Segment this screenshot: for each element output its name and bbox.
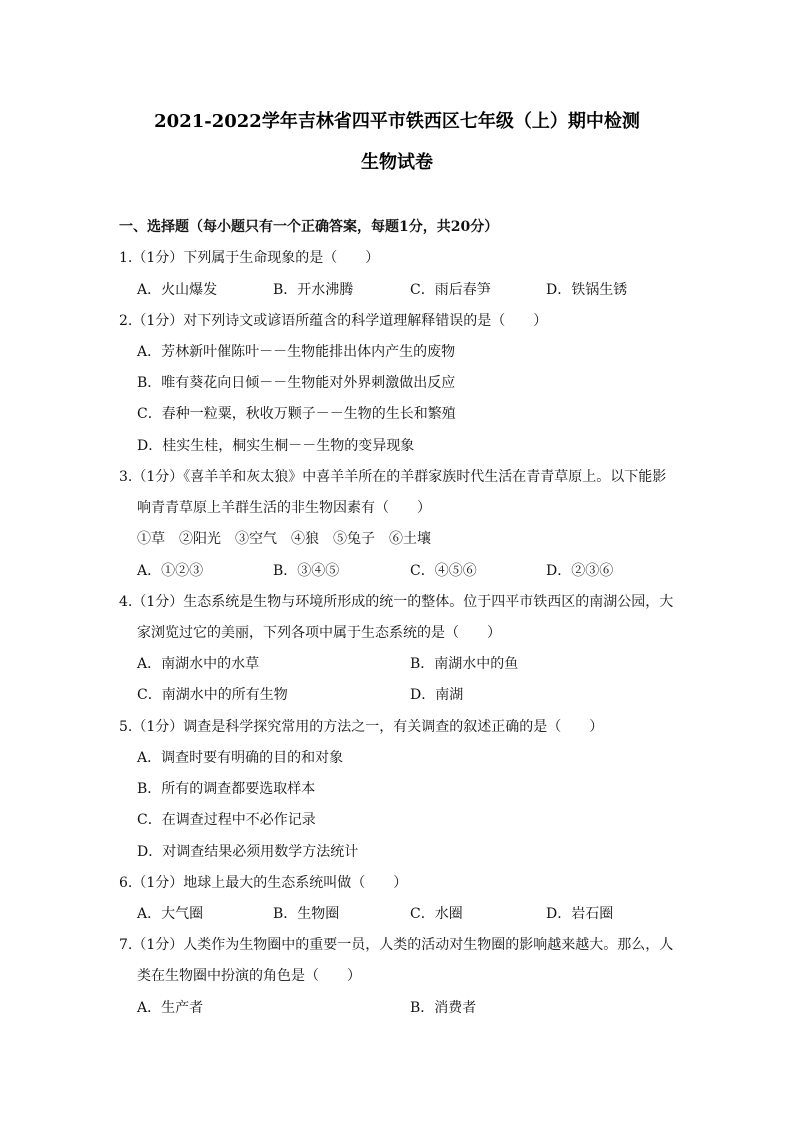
question-7-option-a: A．生产者 (137, 1000, 204, 1016)
question-5-stem: 5.（1分）调查是科学探究常用的方法之一，有关调查的叙述正确的是（ ） (119, 719, 604, 735)
question-2-option-b: B．唯有葵花向日倾－－生物能对外界刺激做出反应 (137, 375, 456, 391)
question-5-option-b: B．所有的调查都要选取样本 (137, 781, 316, 797)
question-2-option-d: D．桂实生桂，桐实生桐－－生物的变异现象 (137, 438, 415, 454)
question-4-option-b: B．南湖水中的鱼 (410, 656, 519, 672)
question-7-stem-line2: 类在生物圈中扮演的角色是（ ） (137, 968, 361, 984)
question-1-stem: 1.（1分）下列属于生命现象的是（ ） (119, 250, 380, 266)
question-3-stem-line2: 响青青草原上羊群生活的非生物因素有（ ） (137, 500, 431, 516)
page-title: 2021-2022学年吉林省四平市铁西区七年级（上）期中检测 (154, 111, 640, 132)
question-1-option-b: B．开水沸腾 (273, 282, 354, 298)
question-3-option-d: D．②③⑥ (546, 563, 614, 579)
question-4-stem-line2: 家浏览过它的美丽，下列各项中属于生态系统的是（ ） (137, 625, 501, 641)
question-5-option-c: C．在调查过程中不必作记录 (137, 812, 316, 828)
question-7-option-b: B．消费者 (410, 1000, 477, 1016)
question-4-option-c: C．南湖水中的所有生物 (137, 687, 288, 703)
question-3-option-c: C．④⑤⑥ (410, 563, 477, 579)
section-heading: 一、选择题（每小题只有一个正确答案，每题1分，共20分） (119, 219, 499, 235)
question-1-option-c: C．雨后春笋 (410, 282, 491, 298)
page-subtitle: 生物试卷 (361, 152, 433, 173)
question-5-option-d: D．对调查结果必须用数学方法统计 (137, 844, 359, 860)
question-3-factor-list: ①草 ②阳光 ③空气 ④狼 ⑤兔子 ⑥土壤 (137, 531, 431, 547)
question-3-option-a: A．①②③ (137, 563, 204, 579)
question-3-option-b: B．③④⑤ (273, 563, 340, 579)
question-7-stem-line1: 7.（1分）人类作为生物圈中的重要一员，人类的活动对生物圈的影响越来越大。那么，人 (119, 937, 674, 953)
question-2-option-a: A．芳林新叶催陈叶－－生物能排出体内产生的废物 (137, 344, 456, 360)
question-1-option-a: A．火山爆发 (137, 282, 218, 298)
question-3-stem-line1: 3.（1分）《喜羊羊和灰太狼》中喜羊羊所在的羊群家族时代生活在青青草原上。以下能影 (119, 469, 667, 485)
question-6-option-a: A．大气圈 (137, 906, 204, 922)
question-4-option-a: A．南湖水中的水草 (137, 656, 260, 672)
question-5-option-a: A．调查时要有明确的目的和对象 (137, 750, 344, 766)
question-6-option-b: B．生物圈 (273, 906, 340, 922)
question-6-stem: 6.（1分）地球上最大的生态系统叫做（ ） (119, 875, 408, 891)
question-6-option-c: C．水圈 (410, 906, 463, 922)
question-2-option-c: C．春种一粒粟，秋收万颗子－－生物的生长和繁殖 (137, 406, 456, 422)
question-1-option-d: D．铁锅生锈 (546, 282, 628, 298)
question-6-option-d: D．岩石圈 (546, 906, 614, 922)
question-4-stem-line1: 4.（1分）生态系统是生物与环境所形成的统一的整体。位于四平市铁西区的南湖公园，大 (119, 594, 674, 610)
question-4-option-d: D．南湖 (410, 687, 464, 703)
question-2-stem: 2.（1分）对下列诗文或谚语所蕴含的科学道理解释错误的是（ ） (119, 313, 548, 329)
